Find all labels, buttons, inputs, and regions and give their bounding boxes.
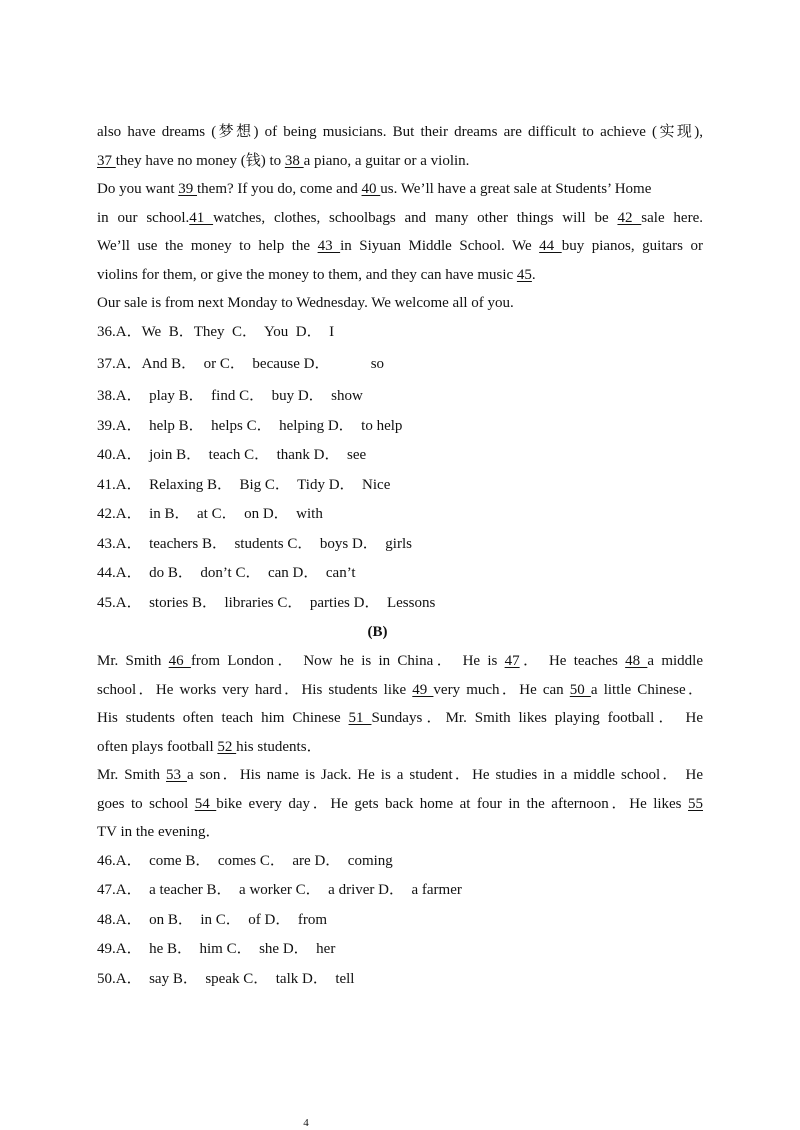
question-options: 37.A．And B． or C． because D． so xyxy=(97,356,385,372)
passage-line xyxy=(97,261,703,290)
passage-line xyxy=(97,761,703,790)
blank-number: 55 xyxy=(688,795,703,812)
question-options: 45.A． stories B． libraries C． parties D． Lessons xyxy=(97,594,436,611)
passage-line xyxy=(97,733,703,762)
question-options: 43.A． teachers B． students C． boys D． girls xyxy=(97,535,412,552)
passage-text: His students often teach him Chinese xyxy=(97,710,349,726)
question-options: 50.A． say B． speak C． talk D． tell xyxy=(97,970,355,987)
passage-text: in Siyuan Middle School. We xyxy=(340,238,540,254)
question-options: 47.A． a teacher B． a worker C． a driver D． a farmer xyxy=(97,882,462,898)
passage-text: ． He teaches xyxy=(519,653,626,669)
passage-line xyxy=(97,147,703,176)
passage-line xyxy=(97,818,703,847)
question-options: 36.A．We B．They C． You D． I xyxy=(97,323,335,340)
passage-line xyxy=(97,118,703,147)
blank-number: 53 xyxy=(166,767,187,783)
passage-text: bike every day．He gets back home at four in the afternoon．He likes xyxy=(216,795,688,812)
question-options: 42.A． in B． at C． on D． with xyxy=(97,506,323,522)
passage-text: Do you want xyxy=(97,181,179,197)
passage-line xyxy=(97,175,703,204)
passage-text: them? If you do, come and xyxy=(197,181,362,197)
passage-text: a middle xyxy=(647,653,703,669)
blank-number: 42 xyxy=(617,209,642,226)
blank-number: 44 xyxy=(539,238,562,254)
blank-number: 37 xyxy=(97,152,116,169)
blank-number: 46 xyxy=(168,653,191,669)
passage-text: in our school. xyxy=(97,209,190,226)
passage-a xyxy=(97,118,703,318)
passage-text: from London． Now he is in China． He is xyxy=(190,653,505,669)
passage-text: school．He works very hard．His students like xyxy=(97,681,413,698)
blank-number: 38 xyxy=(284,152,304,169)
passage-text: often plays football xyxy=(97,738,218,755)
blank-number: 41 xyxy=(189,209,214,226)
passage-line xyxy=(97,204,703,233)
passage-text: they have no money (钱) to xyxy=(115,152,285,169)
options-b xyxy=(97,847,703,995)
passage-line xyxy=(97,232,703,261)
passage-text: a little Chinese． xyxy=(590,681,703,698)
passage-text: a piano, a guitar or a violin. xyxy=(303,152,470,169)
blank-number: 45 xyxy=(516,266,532,283)
passage-text: goes to school xyxy=(97,795,195,812)
worksheet-page xyxy=(97,118,703,994)
question-options: 38.A． play B． find C． buy D． show xyxy=(97,388,363,404)
question-options: 40.A． join B． teach C． thank D． see xyxy=(97,447,367,463)
question-options: 48.A． on B． in C． of D． from xyxy=(97,911,327,928)
question-options: 46.A． come B． comes C． are D． coming xyxy=(97,852,393,869)
passage-text: Mr. Smith xyxy=(97,767,167,783)
passage-text: Mr. Smith xyxy=(97,653,169,669)
passage-text: buy pianos, guitars or xyxy=(561,238,703,254)
question-options: 39.A． help B． helps C． helping D． to help xyxy=(97,417,403,434)
passage-line xyxy=(97,676,703,705)
blank-number: 54 xyxy=(194,795,217,812)
section-b-title: (B) xyxy=(367,624,388,640)
passage-line xyxy=(97,289,703,318)
passage-text: watches, clothes, schoolbags and many other things will be xyxy=(213,209,618,226)
blank-number: 40 xyxy=(361,181,381,197)
blank-number: 48 xyxy=(625,653,648,669)
passage-line xyxy=(97,790,703,819)
passage-line xyxy=(97,704,703,733)
blank-number: 51 xyxy=(348,710,372,726)
question-options: 44.A． do B． don’t C． can D． can’t xyxy=(97,565,356,581)
question-options: 41.A． Relaxing B． Big C． Tidy D． Nice xyxy=(97,476,391,493)
blank-number: 50 xyxy=(569,681,591,698)
passage-text: We’ll use the money to help the xyxy=(97,238,318,254)
blank-number: 39 xyxy=(178,181,197,197)
passage-b xyxy=(97,647,703,847)
passage-text: also have dreams (梦想) of being musicians. But their dreams are difficult to achieve (实现), xyxy=(97,124,703,140)
passage-text: us. We’ll have a great sale at Students’ Home xyxy=(380,181,652,197)
passage-text: very much．He can xyxy=(433,681,570,698)
blank-number: 49 xyxy=(412,681,434,698)
passage-line xyxy=(97,647,703,676)
passage-text: . xyxy=(531,266,536,283)
passage-text: violins for them, or give the money to them, and they can have music xyxy=(97,266,517,283)
blank-number: 52 xyxy=(217,738,237,755)
passage-text: a son．His name is Jack. He is a student．He studies in a middle school． He xyxy=(186,767,703,783)
passage-text: Our sale is from next Monday to Wednesday. We welcome all of you. xyxy=(97,295,514,311)
passage-text: sale here. xyxy=(641,209,703,226)
passage-text: Sundays．Mr. Smith likes playing football． He xyxy=(371,710,703,726)
page-number: 4 xyxy=(303,1117,309,1129)
passage-text: TV in the evening． xyxy=(97,824,221,840)
passage-text: his students． xyxy=(236,738,322,755)
blank-number: 47 xyxy=(504,653,520,669)
blank-number: 43 xyxy=(317,238,341,254)
question-options: 49.A． he B． him C． she D． her xyxy=(97,941,336,957)
options-a xyxy=(97,318,703,619)
